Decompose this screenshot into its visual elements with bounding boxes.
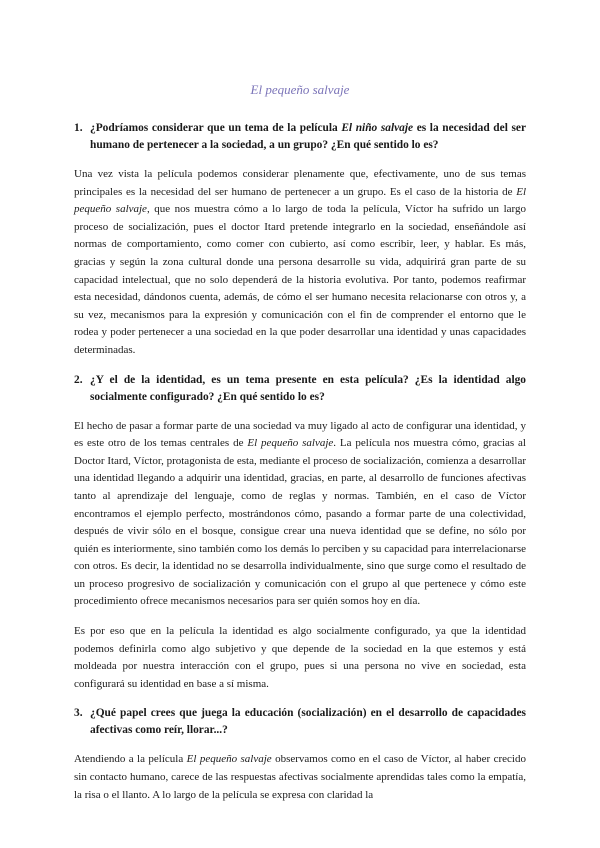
question-3 <box>74 705 526 739</box>
question-1-number: 1. <box>74 122 83 134</box>
answer-2-paragraph-1: El hecho de pasar a formar parte de una sociedad va muy ligado al acto de configurar una identidad, y es este otro de los temas centrales de El pequeño salvaje. La película nos muestra cómo, gracias al Doctor Itard, Víctor, protagonista de esta, mediante el proceso de socialización, comienza a desarrollar una identidad llegando a adquirir una identidad, gracias, en parte, al desarrollo de funciones afectivas tanto al aprendizaje del lenguaje, como de reglas y normas. También, en el caso de Víctor encontramos el ejemplo perfecto, mostrándonos cómo, pasando a formar parte de una colectividad, después de vivir sólo en el bosque, consigue crear una nueva identidad que se define, no sólo por quién es interiormente, sino también como los demás lo perciben y su capacidad para interrelacionarse con otros. Es decir, la identidad no se desarrolla individualmente, sino que surge como el resultado de un proceso progresivo de socialización y comunicación con el grupo al que pertenece y cómo este procedimiento ofrece mecanismos necesarios para ser quién somos hoy en día. <box>74 419 526 608</box>
answer-2-film-title: El pequeño salvaje <box>247 437 334 450</box>
question-2 <box>74 372 526 406</box>
question-2-number: 2. <box>74 373 83 386</box>
question-2-text: ¿Y el de la identidad, es un tema presente en esta película? ¿Es la identidad algo socialmente configurado? ¿En qué sentido lo es? <box>90 373 526 403</box>
answer-3-paragraph: Atendiendo a la película El pequeño salvaje observamos como en el caso de Víctor, al haber crecido sin contacto humano, carece de las respuestas afectivas socialmente aprendidas tales como la empatía, la risa o el llanto. A lo largo de la película se expresa con claridad la <box>74 753 526 801</box>
question-1-film-title: El niño salvaje <box>341 122 414 134</box>
document-title: El pequeño salvaje <box>250 82 350 97</box>
question-1 <box>74 120 526 154</box>
question-3-number: 3. <box>74 707 83 720</box>
answer-3-film-title: El pequeño salvaje <box>186 753 272 766</box>
answer-1-paragraph: Una vez vista la película podemos considerar plenamente que, efectivamente, uno de sus temas principales es la necesidad del ser humano de pertenecer a un grupo. Es el caso de la historia de El pequeño salvaje, que nos muestra cómo a lo largo de toda la película, Víctor ha sufrido un largo proceso de socialización, pues el doctor Itard pretende integrarlo en la sociedad, enseñándole así normas de comportamiento, como comer con cubierto, así como escribir, leer, y hablar. Es más, gracias y según la zona cultural donde una persona desarrolle su vida, adquirirá gran parte de su capacidad intelectual, que no solo dependerá de la historia evolutiva. Por tanto, podemos reafirmar esta necesidad, dándonos cuenta, además, de cómo el ser humano necesita relacionarse con otros y, a su vez, mecanismos para la expresión y comunicación con el fin de comprender el entorno que le rodea y poder pertenecer a una sociedad en la que poder desarrollar una identidad y unas capacidades determinadas. <box>74 168 526 356</box>
question-3-text: ¿Qué papel crees que juega la educación (socialización) en el desarrollo de capacidades afectivas como reír, llorar...? <box>90 707 526 737</box>
answer-1-film-title: El pequeño salvaje <box>74 185 526 216</box>
answer-2-paragraph-2: Es por eso que en la película la identidad es algo socialmente configurado, ya que la identidad podemos definirla como algo subjetivo y que depende de la sociedad en la que estemos y está moldeada por nuestra interacción con el grupo, pues si una persona no vive en sociedad, esta configurará su identidad en base a sí misma. <box>74 625 526 690</box>
question-1-text: ¿Podríamos considerar que un tema de la película El niño salvaje es la necesidad del ser humano de pertenecer a la sociedad, a un grupo? ¿En qué sentido lo es? <box>90 122 526 151</box>
